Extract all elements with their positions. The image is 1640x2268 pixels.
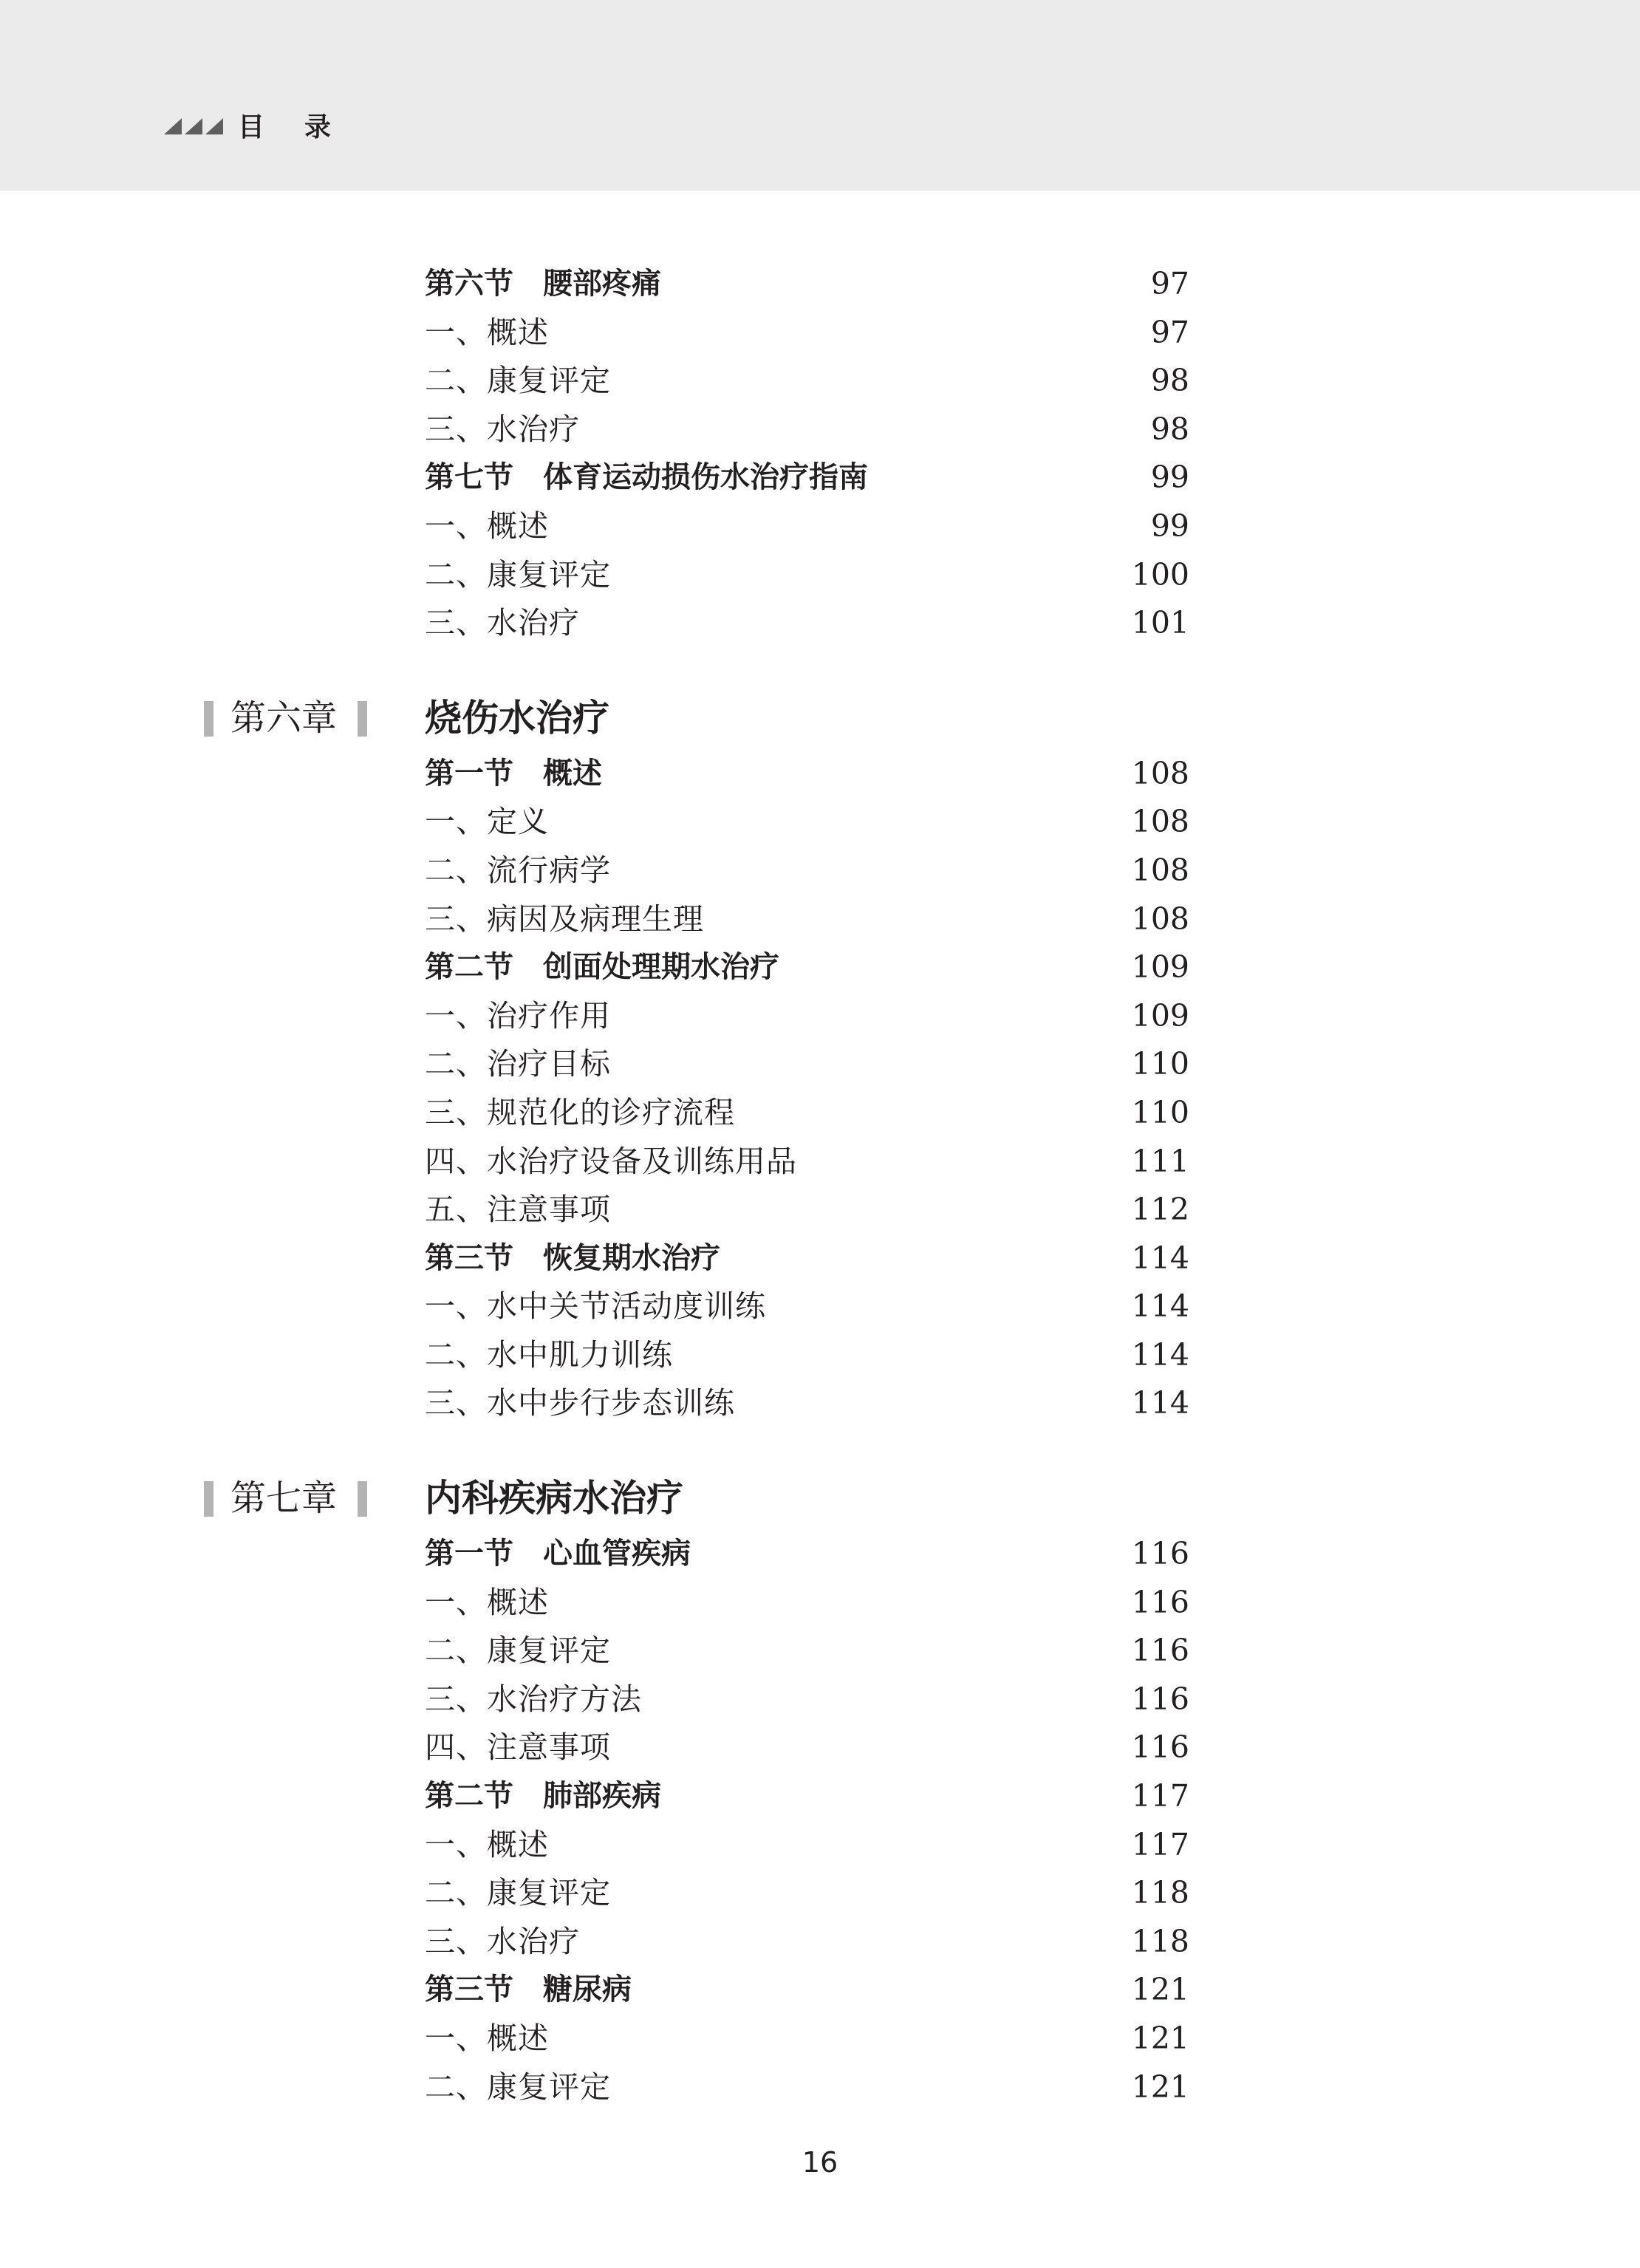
header-arrow-icon (185, 118, 202, 134)
item-title: 二、流行病学 (425, 852, 611, 888)
toc-page-number: 114 (1131, 1385, 1189, 1421)
section-title: 第一节 概述 (425, 756, 602, 790)
item-title: 三、水治疗 (425, 605, 580, 641)
toc-page-number: 117 (1131, 1778, 1189, 1814)
toc-page-number: 99 (1150, 460, 1189, 496)
toc-page-number: 99 (1150, 508, 1189, 544)
toc-page-number: 121 (1131, 2069, 1189, 2105)
toc-section-row[interactable] (0, 454, 1640, 502)
toc-item-row[interactable] (0, 1379, 1640, 1428)
toc-page-number: 108 (1131, 901, 1189, 937)
item-title: 二、康复评定 (425, 2069, 611, 2105)
section-title: 第二节 肺部疾病 (425, 1779, 661, 1814)
toc-page-number: 98 (1150, 411, 1189, 447)
toc-page-number: 114 (1131, 1336, 1189, 1373)
toc-page-number: 108 (1131, 804, 1189, 840)
toc-page-number: 101 (1131, 605, 1189, 641)
toc-page-number: 110 (1131, 1046, 1189, 1082)
toc-page-number: 116 (1131, 1633, 1189, 1669)
toc-item-row[interactable] (0, 1627, 1640, 1676)
toc-page-number: 116 (1131, 1681, 1189, 1717)
item-title: 三、水治疗方法 (425, 1681, 642, 1717)
toc-item-row[interactable] (0, 1282, 1640, 1331)
chapter-bar-left (204, 701, 213, 737)
toc-item-row[interactable] (0, 357, 1640, 406)
toc-item-row[interactable] (0, 2015, 1640, 2063)
toc-page-number: 108 (1131, 852, 1189, 888)
toc-page-number: 97 (1150, 266, 1189, 301)
item-title: 一、概述 (425, 2021, 549, 2056)
toc-item-row[interactable] (0, 406, 1640, 454)
header-title: 目录 (238, 112, 372, 143)
section-title: 第二节 创面处理期水治疗 (425, 950, 779, 985)
item-title: 一、定义 (425, 804, 549, 840)
item-title: 三、水治疗 (425, 411, 580, 447)
chapter-heading (0, 1462, 1640, 1530)
item-title: 二、治疗目标 (425, 1046, 611, 1082)
toc-page-number: 114 (1131, 1240, 1189, 1276)
toc-page-number: 116 (1131, 1729, 1189, 1766)
toc-page-number: 108 (1131, 755, 1189, 791)
toc-section-row[interactable] (0, 943, 1640, 992)
toc-item-row[interactable] (0, 2063, 1640, 2112)
item-title: 三、水治疗 (425, 1923, 580, 1959)
header-arrow-icon (164, 118, 182, 134)
item-title: 二、水中肌力训练 (425, 1336, 673, 1373)
toc-item-row[interactable] (0, 1138, 1640, 1186)
toc-item-row[interactable] (0, 1918, 1640, 1967)
toc-page-number: 116 (1131, 1536, 1189, 1572)
toc-section-row[interactable] (0, 1234, 1640, 1283)
toc-item-row[interactable] (0, 1869, 1640, 1918)
toc-page-number: 100 (1131, 556, 1189, 592)
toc-page-number: 117 (1131, 1826, 1189, 1862)
chapter-number: 第六章 (230, 697, 338, 739)
toc-page-number: 116 (1131, 1584, 1189, 1620)
item-title: 一、概述 (425, 1584, 549, 1620)
item-title: 二、康复评定 (425, 1875, 611, 1911)
toc-item-row[interactable] (0, 847, 1640, 895)
toc-item-row[interactable] (0, 1331, 1640, 1380)
toc-item-row[interactable] (0, 1724, 1640, 1772)
item-title: 一、治疗作用 (425, 997, 611, 1034)
item-title: 五、注意事项 (425, 1192, 611, 1228)
item-title: 一、概述 (425, 508, 549, 544)
section-title: 第一节 心血管疾病 (425, 1537, 691, 1571)
item-title: 四、水治疗设备及训练用品 (425, 1143, 797, 1179)
chapter-bar-right (358, 701, 367, 737)
chapter-number: 第七章 (230, 1478, 338, 1520)
section-title: 第三节 糖尿病 (425, 1972, 632, 2007)
toc-page-number: 112 (1131, 1192, 1189, 1228)
toc-item-row[interactable] (0, 1821, 1640, 1870)
table-of-contents (0, 260, 1640, 2111)
toc-page-number: 118 (1131, 1875, 1189, 1911)
toc-page-number: 121 (1131, 2021, 1189, 2056)
toc-item-row[interactable] (0, 798, 1640, 847)
toc-page-number: 109 (1131, 949, 1189, 986)
toc-item-row[interactable] (0, 1186, 1640, 1234)
toc-item-row[interactable] (0, 502, 1640, 551)
toc-item-row[interactable] (0, 1579, 1640, 1627)
toc-section-row[interactable] (0, 1530, 1640, 1579)
toc-page-number: 109 (1131, 997, 1189, 1034)
item-title: 一、概述 (425, 1826, 549, 1862)
toc-page-number: 121 (1131, 1972, 1189, 2008)
toc-item-row[interactable] (0, 992, 1640, 1041)
item-title: 三、水中步行步态训练 (425, 1385, 735, 1421)
toc-page-number: 97 (1150, 314, 1189, 350)
toc-item-row[interactable] (0, 551, 1640, 600)
item-title: 三、规范化的诊疗流程 (425, 1094, 735, 1130)
toc-item-row[interactable] (0, 309, 1640, 358)
toc-page-number: 98 (1150, 363, 1189, 399)
toc-item-row[interactable] (0, 1676, 1640, 1724)
toc-item-row[interactable] (0, 1040, 1640, 1089)
chapter-bar-right (358, 1481, 367, 1517)
header-arrows-icon (164, 118, 223, 134)
item-title: 一、水中关节活动度训练 (425, 1288, 766, 1325)
chapter-bar-left (204, 1481, 213, 1517)
toc-item-row[interactable] (0, 599, 1640, 648)
toc-section-row[interactable] (0, 1966, 1640, 2015)
header-arrow-icon (205, 118, 223, 134)
toc-item-row[interactable] (0, 895, 1640, 944)
section-title: 第六节 腰部疼痛 (425, 267, 661, 301)
toc-page-number: 111 (1131, 1143, 1189, 1179)
toc-item-row[interactable] (0, 1089, 1640, 1138)
item-title: 一、概述 (425, 314, 549, 350)
toc-section-row[interactable] (0, 750, 1640, 799)
chapter-title: 内科疾病水治疗 (425, 1476, 683, 1520)
chapter-heading (0, 682, 1640, 750)
toc-section-row[interactable] (0, 1772, 1640, 1821)
item-title: 二、康复评定 (425, 556, 611, 592)
toc-section-row[interactable] (0, 260, 1640, 309)
item-title: 二、康复评定 (425, 363, 611, 399)
section-title: 第三节 恢复期水治疗 (425, 1240, 720, 1275)
item-title: 四、注意事项 (425, 1729, 611, 1766)
item-title: 三、病因及病理生理 (425, 901, 704, 937)
toc-page-number: 110 (1131, 1094, 1189, 1130)
toc-page-number: 114 (1131, 1288, 1189, 1325)
chapter-title: 烧伤水治疗 (425, 695, 609, 740)
section-title: 第七节 体育运动损伤水治疗指南 (425, 460, 868, 495)
page-number: 16 (802, 2146, 838, 2179)
header-band (0, 0, 1640, 191)
toc-page-number: 118 (1131, 1923, 1189, 1959)
item-title: 二、康复评定 (425, 1633, 611, 1669)
